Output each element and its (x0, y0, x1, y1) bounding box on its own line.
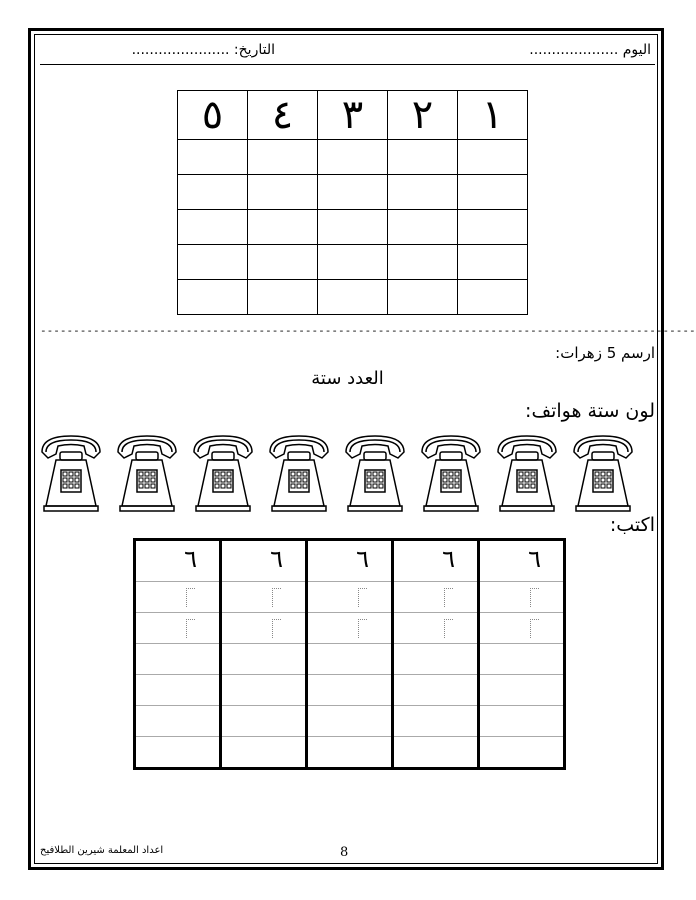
writing-cell[interactable] (221, 540, 307, 582)
writing-practice-table (133, 538, 566, 770)
writing-cell[interactable] (393, 644, 479, 675)
number-cell-1: ١ (458, 91, 528, 140)
telephone-icon[interactable] (340, 430, 410, 514)
tracing-digit (272, 588, 281, 607)
write-cell[interactable] (458, 245, 528, 280)
writing-row (135, 540, 565, 582)
number-cell-5: ٥ (178, 91, 248, 140)
color-phones-instruction: لون ستة هواتف: (525, 400, 655, 422)
numbers-empty-row (178, 280, 528, 315)
phones-row (30, 430, 650, 515)
writing-row (135, 644, 565, 675)
section-divider: --------------------------------------------------------------------------------------------------- (40, 324, 696, 337)
write-cell[interactable] (388, 175, 458, 210)
writing-cell[interactable] (135, 613, 221, 644)
tracing-digit (530, 588, 539, 607)
telephone-icon[interactable] (188, 430, 258, 514)
writing-cell[interactable] (479, 540, 565, 582)
number-cell-4: ٤ (248, 91, 318, 140)
writing-cell[interactable] (479, 706, 565, 737)
telephone-icon[interactable] (416, 430, 486, 514)
write-cell[interactable] (318, 245, 388, 280)
write-cell[interactable] (318, 175, 388, 210)
author-credit: اعداد المعلمة شيرين الطلافيح (40, 845, 164, 856)
writing-cell[interactable] (135, 706, 221, 737)
writing-cell[interactable] (307, 582, 393, 613)
numbers-empty-row (178, 140, 528, 175)
writing-cell[interactable] (135, 675, 221, 706)
tracing-digit (358, 588, 367, 607)
tracing-digit (186, 619, 195, 638)
write-cell[interactable] (458, 280, 528, 315)
model-digit: ٦ (528, 545, 541, 573)
writing-cell[interactable] (221, 675, 307, 706)
write-cell[interactable] (458, 175, 528, 210)
tracing-digit (444, 619, 453, 638)
writing-cell[interactable] (135, 644, 221, 675)
writing-cell[interactable] (221, 737, 307, 769)
model-digit: ٦ (270, 545, 283, 573)
write-cell[interactable] (388, 210, 458, 245)
write-cell[interactable] (318, 280, 388, 315)
write-cell[interactable] (178, 140, 248, 175)
telephone-icon[interactable] (36, 430, 106, 514)
writing-cell[interactable] (135, 737, 221, 769)
tracing-digit (444, 588, 453, 607)
writing-cell[interactable] (221, 644, 307, 675)
numbers-empty-row (178, 175, 528, 210)
tracing-digit (358, 619, 367, 638)
writing-cell[interactable] (307, 540, 393, 582)
writing-cell[interactable] (479, 675, 565, 706)
writing-cell[interactable] (221, 613, 307, 644)
writing-cell[interactable] (393, 675, 479, 706)
writing-cell[interactable] (221, 582, 307, 613)
tracing-digit (272, 619, 281, 638)
writing-cell[interactable] (393, 737, 479, 769)
write-cell[interactable] (248, 140, 318, 175)
model-digit: ٦ (356, 545, 369, 573)
number-cell-3: ٣ (318, 91, 388, 140)
write-cell[interactable] (388, 245, 458, 280)
worksheet-header (40, 40, 655, 65)
numbers-empty-row (178, 210, 528, 245)
write-cell[interactable] (248, 175, 318, 210)
writing-cell[interactable] (307, 737, 393, 769)
tracing-digit (186, 588, 195, 607)
write-cell[interactable] (248, 280, 318, 315)
write-cell[interactable] (458, 140, 528, 175)
writing-cell[interactable] (135, 582, 221, 613)
date-label: التاريخ: ...................... (131, 42, 275, 58)
numbers-empty-row (178, 245, 528, 280)
writing-cell[interactable] (479, 613, 565, 644)
write-cell[interactable] (178, 210, 248, 245)
writing-cell[interactable] (393, 613, 479, 644)
writing-cell[interactable] (307, 644, 393, 675)
write-cell[interactable] (178, 175, 248, 210)
draw-flowers-instruction: ارسم 5 زهرات: (555, 344, 655, 362)
writing-row (135, 706, 565, 737)
writing-cell[interactable] (393, 706, 479, 737)
write-cell[interactable] (248, 245, 318, 280)
writing-cell[interactable] (307, 675, 393, 706)
write-cell[interactable] (318, 210, 388, 245)
write-cell[interactable] (388, 280, 458, 315)
telephone-icon[interactable] (568, 430, 638, 514)
section-title: العدد ستة (311, 368, 384, 389)
writing-cell[interactable] (393, 582, 479, 613)
write-cell[interactable] (458, 210, 528, 245)
numbers-header-row (178, 91, 528, 140)
number-cell-2: ٢ (388, 91, 458, 140)
telephone-icon[interactable] (264, 430, 334, 514)
writing-row (135, 582, 565, 613)
writing-row (135, 613, 565, 644)
writing-cell[interactable] (307, 706, 393, 737)
writing-cell[interactable] (479, 644, 565, 675)
write-cell[interactable] (178, 280, 248, 315)
writing-cell[interactable] (479, 737, 565, 769)
model-digit: ٦ (184, 545, 197, 573)
write-instruction: اكتب: (609, 514, 655, 536)
write-cell[interactable] (248, 210, 318, 245)
day-label: اليوم .................... (529, 42, 651, 58)
writing-cell[interactable] (479, 582, 565, 613)
tracing-digit (530, 619, 539, 638)
writing-row (135, 737, 565, 769)
write-cell[interactable] (388, 140, 458, 175)
writing-cell[interactable] (393, 540, 479, 582)
numbers-table (177, 90, 528, 315)
write-cell[interactable] (318, 140, 388, 175)
telephone-icon[interactable] (492, 430, 562, 514)
writing-cell[interactable] (135, 540, 221, 582)
telephone-icon[interactable] (112, 430, 182, 514)
page-number: 8 (340, 845, 349, 860)
model-digit: ٦ (442, 545, 455, 573)
writing-cell[interactable] (221, 706, 307, 737)
write-cell[interactable] (178, 245, 248, 280)
writing-cell[interactable] (307, 613, 393, 644)
writing-row (135, 675, 565, 706)
